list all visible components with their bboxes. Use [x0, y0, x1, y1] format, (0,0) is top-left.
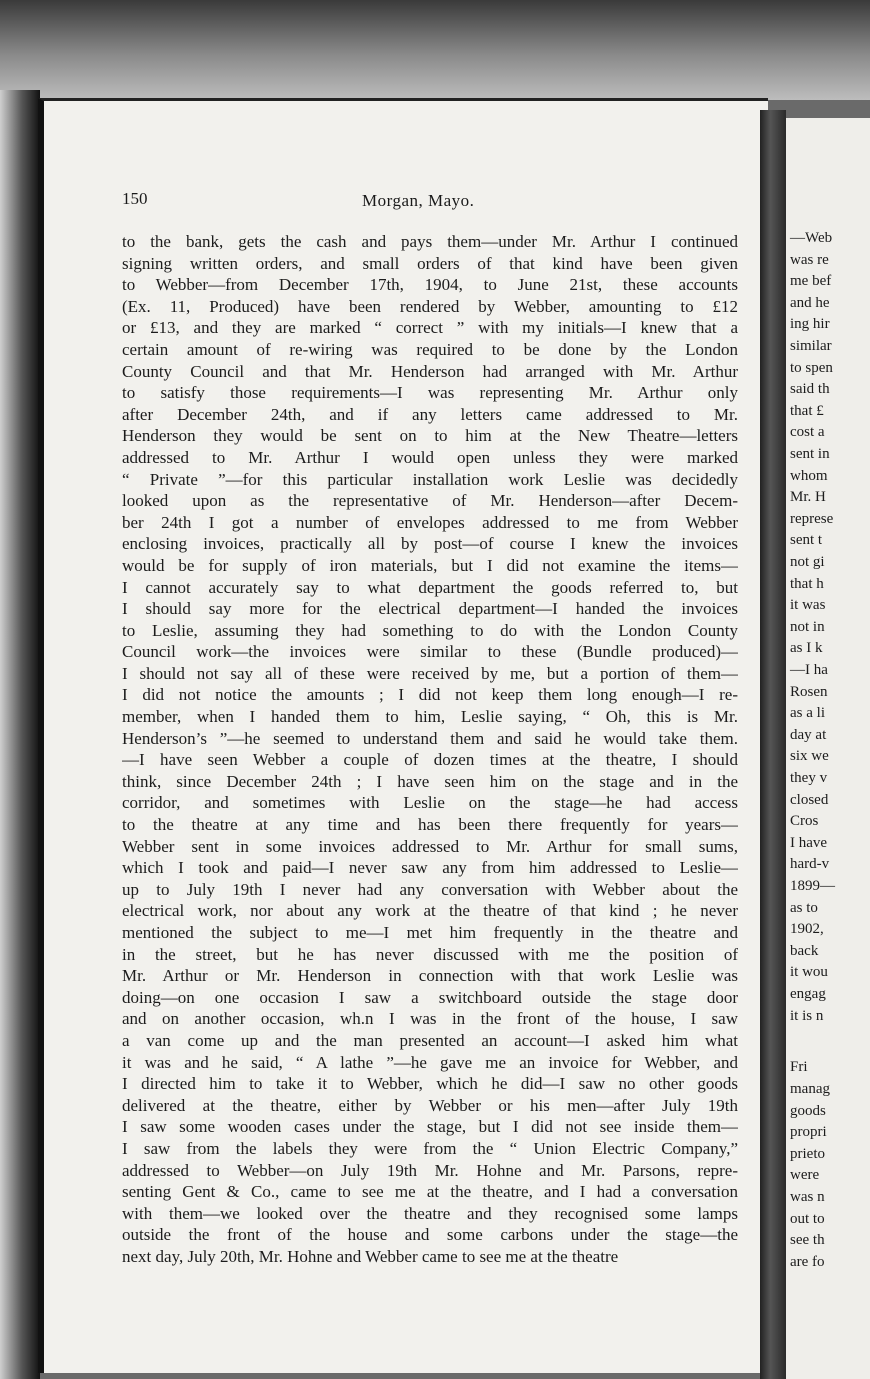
book-gutter	[760, 110, 786, 1379]
facing-page-fragment: were	[790, 1167, 820, 1184]
text-line: addressed to Webber—on July 19th Mr. Hohne and Mr. Parsons, repre-	[122, 1160, 738, 1180]
facing-page-fragment: sent in	[790, 446, 830, 462]
text-line: and on another occasion, wh.n I was in the front of the house, I saw	[122, 1009, 738, 1029]
text-line: (Ex. 11, Produced) have been rendered by Webber, amounting to £12	[122, 296, 738, 316]
facing-page-fragment: 1902,	[790, 921, 824, 938]
facing-page-fragment: prieto	[790, 1145, 825, 1162]
text-line: delivered at the theatre, either by Webber or his men—after July 19th	[122, 1095, 738, 1115]
text-line: County Council and that Mr. Henderson had arranged with Mr. Arthur	[122, 361, 738, 381]
page-number: 150	[122, 189, 148, 208]
facing-page	[786, 118, 870, 1379]
facing-page-fragment: goods	[790, 1102, 826, 1119]
text-line: I cannot accurately say to what department the goods referred to, but	[122, 577, 738, 597]
facing-page-fragment: cost a	[790, 424, 825, 441]
text-line: mentioned the subject to me—I met him frequently in the theatre and	[122, 923, 738, 942]
facing-page-fragment: and he	[790, 294, 830, 311]
facing-page-fragment: —I ha	[790, 662, 828, 678]
text-line: which I took and paid—I never saw any from him addressed to Leslie—	[122, 858, 738, 878]
text-line: addressed to Mr. Arthur I would open unless they were marked	[122, 447, 738, 467]
facing-page-fragment: —Web	[790, 230, 833, 246]
text-line: Mr. Arthur or Mr. Henderson in connection with that work Leslie was	[122, 966, 738, 986]
facing-page-fragment: are fo	[790, 1253, 825, 1270]
text-line: Henderson’s ”—he seemed to understand them and said he would take them.	[122, 728, 738, 748]
text-line: I should say more for the electrical department—I handed the invoices	[122, 599, 738, 619]
facing-page-fragment: to spen	[790, 359, 833, 376]
facing-page-fragment: closed	[790, 791, 829, 808]
facing-page-fragment: sent t	[790, 532, 823, 549]
facing-page-fragment: 1899—	[790, 878, 835, 894]
facing-page-fragment: as a li	[790, 705, 825, 722]
facing-page-fragment: Cros	[790, 813, 819, 830]
text-line: electrical work, nor about any work at the theatre of that kind ; he never	[122, 901, 738, 921]
facing-page-fragment: Fri	[790, 1059, 808, 1076]
text-line: after December 24th, and if any letters came addressed to Mr.	[122, 404, 738, 424]
facing-page-fragment: ing hir	[790, 316, 830, 333]
facing-page-fragment: me bef	[790, 273, 832, 290]
text-line: would be for supply of iron materials, but I did not examine the items—	[122, 555, 738, 575]
facing-page-fragment: Mr. H	[790, 489, 826, 506]
text-line: corridor, and sometimes with Leslie on the stage—he had access	[122, 793, 738, 813]
facing-page-fragment: not in	[790, 618, 825, 635]
facing-page-fragment: that £	[790, 402, 824, 419]
text-line: I should not say all of these were received by me, but a portion of them—	[122, 663, 738, 683]
text-line: in the street, but he has never discussed with me the position of	[122, 944, 738, 964]
text-line: I did not notice the amounts ; I did not keep them long enough—I re-	[122, 685, 738, 705]
text-line: to Webber—from December 17th, 1904, to June 21st, these accounts	[122, 275, 738, 295]
facing-page-fragment: Rosen	[790, 683, 828, 700]
text-line: I saw some wooden cases under the stage, but I did not see inside them—	[122, 1117, 738, 1137]
facing-page-fragment: it was	[790, 597, 826, 614]
text-line: outside the front of the house and some carbons under the stage—the	[122, 1225, 738, 1245]
running-head: Morgan, Mayo.	[362, 191, 475, 210]
text-line: to Leslie, assuming they had something to do with the London County	[122, 620, 738, 640]
text-line: to the bank, gets the cash and pays them—under Mr. Arthur I continued	[122, 232, 738, 251]
text-line: with them—we looked over the theatre and they recognised some lamps	[122, 1203, 738, 1223]
text-line: to satisfy those requirements—I was representing Mr. Arthur only	[122, 383, 738, 403]
facing-page-fragment: see th	[790, 1232, 825, 1249]
facing-page-fragment: as I k	[790, 640, 823, 657]
page-header	[44, 189, 768, 219]
facing-page-fragment: out to	[790, 1210, 825, 1227]
facing-page-fragment: represe	[790, 510, 834, 527]
text-line: Council work—the invoices were similar to these (Bundle produced)—	[122, 642, 738, 662]
text-line: doing—on one occasion I saw a switchboard outside the stage door	[122, 987, 738, 1007]
text-line: it was and he said, “ A lathe ”—he gave me an invoice for Webber, and	[122, 1052, 738, 1072]
text-line: a van come up and the man presented an account—I asked him what	[122, 1030, 738, 1050]
facing-page-fragment: hard-v	[790, 856, 830, 873]
book-left-edge	[0, 90, 40, 1379]
text-line: enclosing invoices, practically all by post—of course I knew the invoices	[122, 534, 738, 554]
text-line: looked upon as the representative of Mr. Henderson—after Decem-	[122, 491, 738, 511]
facing-page-fragment: it wou	[790, 964, 828, 981]
text-line: I directed him to take it to Webber, which he did—I saw no other goods	[122, 1074, 738, 1094]
facing-page-fragment: manag	[790, 1081, 830, 1098]
facing-page-fragment: similar	[790, 338, 832, 354]
facing-page-fragment: I have	[790, 834, 828, 851]
text-line: think, since December 24th ; I have seen him on the stage and in the	[122, 771, 738, 791]
facing-page-fragment: was n	[790, 1189, 825, 1206]
text-line: Henderson they would be sent on to him at the New Theatre—letters	[122, 426, 738, 446]
left-page	[38, 98, 768, 1373]
facing-page-fragment: engag	[790, 986, 826, 1002]
facing-page-fragment: whom	[790, 467, 828, 484]
facing-page-fragment: six we	[790, 748, 829, 765]
text-line: signing written orders, and small orders of that kind have been given	[122, 253, 738, 273]
text-line: “ Private ”—for this particular installation work Leslie was decidedly	[122, 469, 738, 489]
text-line: member, when I handed them to him, Leslie saying, “ Oh, this is Mr.	[122, 707, 738, 727]
facing-page-fragment: propri	[790, 1124, 827, 1141]
text-line: up to July 19th I never had any conversation with Webber about the	[122, 879, 738, 899]
facing-page-fragment: that h	[790, 575, 824, 592]
facing-page-fragment: day at	[790, 726, 827, 743]
facing-page-fragment: as to	[790, 899, 818, 916]
facing-page-fragment: said th	[790, 381, 830, 398]
text-line: Webber sent in some invoices addressed to Mr. Arthur for small sums,	[122, 836, 738, 856]
text-line: or £13, and they are marked “ correct ” with my initials—I knew that a	[122, 318, 738, 338]
text-line: senting Gent & Co., came to see me at the theatre, and I had a conversation	[122, 1182, 738, 1202]
scan-top-shadow	[0, 0, 870, 100]
facing-page-fragment: not gi	[790, 554, 825, 570]
facing-page-fragment: it is n	[790, 1007, 824, 1024]
text-line: ber 24th I got a number of envelopes addressed to me from Webber	[122, 512, 738, 532]
facing-page-fragment: was re	[790, 251, 829, 268]
text-line: to the theatre at any time and has been there frequently for years—	[122, 815, 738, 835]
facing-page-fragment: back	[790, 942, 819, 959]
text-line: —I have seen Webber a couple of dozen times at the theatre, I should	[122, 750, 738, 770]
text-line: I saw from the labels they were from the “ Union Electric Company,”	[122, 1138, 738, 1158]
body-text	[122, 231, 738, 1268]
text-line: next day, July 20th, Mr. Hohne and Webber came to see me at the theatre	[122, 1246, 619, 1266]
text-line: certain amount of re-wiring was required to be done by the London	[122, 339, 738, 359]
facing-page-fragment: they v	[790, 770, 828, 786]
